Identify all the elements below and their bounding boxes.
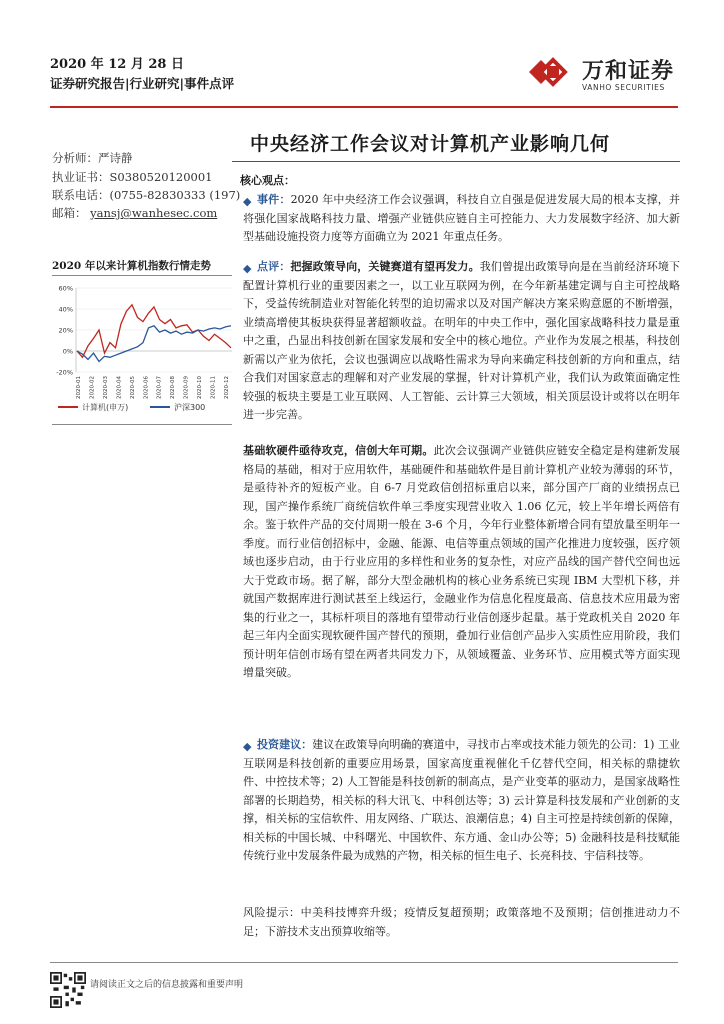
software-bold: 基础软硬件亟待攻克，信创大年可期。 xyxy=(243,444,434,457)
analyst-phone: 联系电话：(0755-82830333 (197) xyxy=(52,188,241,202)
x-tick-label: 2020-05 xyxy=(129,376,136,399)
x-tick-label: 2020-07 xyxy=(156,376,163,399)
logo-mark-icon xyxy=(529,60,565,84)
y-tick-label: 40% xyxy=(58,305,73,314)
software-paragraph xyxy=(243,442,680,683)
x-tick-label: 2020-02 xyxy=(89,376,96,399)
index-trend-chart xyxy=(50,280,236,420)
series-line-hs300 xyxy=(77,326,231,362)
x-tick-label: 2020-08 xyxy=(170,376,177,399)
software-text: 此次会议强调产业链供应链安全稳定是构建新发展格局的基础，相对于应用软件，基础硬件和基础软件是目前计算机产业较为薄弱的环节，是亟待补齐的短板产业。自 6-7 月党政信创招标重启以来，部分国产厂商的业绩拐点已现，国产操作系统厂商统信软件单三季度实现营业收入 1.06 亿元，较上半年增长两倍有余。鉴于软件产品的交付周期一般在 3-6 个月，今年行业整体新增合同有望放量至明年一季度。而行业信创招标中，金融、能源、电信等重点领域的国产化推进力度较强，医疗领域也逐步启动，由于行业应用的多样性和业务的复杂性，对应产品线的国产替代空间也远大于党政市场。据了解，部分大型金融机构的核心业务系统已实现 IBM 大型机下移，并就国产数据库进行测试甚至上线运行，金融业作为信息化程度最高、信息技术应用最为密集的行业之一，其标杆项目的落地有望带动行业信创逐步起量。基于党政机关自 2020 年起三年内全面实现软硬件国产替代的预期，叠加行业信创产品步入实质性应用阶段，我们预计明年信创市场有望在两者共同发力下，从领域覆盖、业务环节、应用模式等方面实现增量突破。 xyxy=(243,444,680,679)
x-tick-label: 2020-10 xyxy=(197,376,204,399)
event-text: 2020 年中央经济工作会议强调，科技自立自强是促进发展大局的根本支撑，并将强化国家战略科技力量、增强产业链供应链自主可控能力、大力发展数字经济、加大新型基础设施投资力度等方面确立为 2021 年重点任务。 xyxy=(243,193,680,243)
report-title: 中央经济工作会议对计算机产业影响几何 xyxy=(250,133,611,155)
logo-text-cn: 万和证券 xyxy=(582,59,675,84)
legend-label: 计算机(申万) xyxy=(82,403,129,412)
x-tick-label: 2020-11 xyxy=(210,376,217,399)
comment-paragraph xyxy=(243,258,680,425)
chart-top-rule xyxy=(52,275,232,276)
report-date: 2020 年 12 月 28 日 xyxy=(50,57,184,72)
bullet-arrow-icon: ◆ xyxy=(243,740,252,753)
header-divider xyxy=(50,106,678,108)
series-line-computer xyxy=(77,305,231,358)
bullet-arrow-icon: ◆ xyxy=(243,262,252,275)
chart-title: 2020 年以来计算机指数行情走势 xyxy=(52,260,211,272)
y-tick-label: -20% xyxy=(56,368,73,377)
event-label: 事件： xyxy=(257,193,291,206)
analyst-email-label: 邮箱： xyxy=(52,206,87,220)
analyst-email-row xyxy=(52,205,217,221)
x-tick-label: 2020-04 xyxy=(116,376,123,399)
comment-label: 点评： xyxy=(257,260,291,273)
advice-text: 建议在政策导向明确的赛道中，寻找市占率或技术能力领先的公司：1) 工业互联网是科技创新的重要应用场景，国家高度重视催化千亿替代空间，相关标的鼎捷软件、中控技术等；2) 人工智能是科技创新的制高点，是产业变革的驱动力，是国家战略性部署的长期趋势，相关标的科大讯飞、中科创达等；3) 云计算是科技发展和产业创新的支撑，相关标的宝信软件、用友网络、广联达、浪潮信息；4) 自主可控是持续创新的保障，相关标的中国长城、中科曙光、中国软件、东方通、金山办公等；5) 金融科技是科技赋能传统行业中发展条件最为成熟的产物，相关标的恒生电子、长亮科技、宇信科技等。 xyxy=(243,738,680,862)
report-category: 证券研究报告|行业研究|事件点评 xyxy=(50,76,235,91)
analyst-name: 分析师：严诗静 xyxy=(52,151,133,165)
analyst-license: 执业证书：S0380520120001 xyxy=(52,170,213,184)
advice-paragraph xyxy=(243,736,680,866)
chart-bottom-rule xyxy=(52,424,232,425)
x-tick-label: 2020-01 xyxy=(76,376,82,399)
footer-divider xyxy=(50,962,678,963)
title-divider xyxy=(232,161,680,162)
analyst-email-link[interactable]: yansj@wanhesec.com xyxy=(90,206,218,220)
x-tick-label: 2020-12 xyxy=(224,376,230,399)
y-tick-label: 60% xyxy=(58,284,73,293)
legend-label: 沪深300 xyxy=(174,403,206,412)
comment-bold: 把握政策导向，关键赛道有望再发力。 xyxy=(290,260,480,273)
y-tick-label: 0% xyxy=(62,347,73,356)
bullet-arrow-icon: ◆ xyxy=(243,195,252,208)
risk-notice: 风险提示：中美科技博弈升级；疫情反复超预期；政策落地不及预期；信创推进动力不足；下游技术支出预算收缩等。 xyxy=(243,906,680,938)
advice-label: 投资建议： xyxy=(257,738,313,751)
qr-code-icon xyxy=(50,972,86,1008)
y-tick-label: 20% xyxy=(58,326,73,335)
comment-text: 我们曾提出政策导向是在当前经济环境下配置计算机行业的重要因素之一，以工业互联网为例，在今年新基建定调与自主可控战略下，受益传统制造业对智能化转型的迫切需求以及对国产解决方案采购意愿的不断增强，业绩高增使其板块获得显著超额收益。在明年的中央工作中，强化国家战略科技力量是重中之重，凸显出科技创新在国家发展和安全中的核心地位。产业作为发展之根基，科技创新需以产业为依托，会议也强调应以战略性需求为导向来确定科技创新的方向和重点，结合我们对国家意志的理解和对产业发展的掌握，针对计算机产业，我们认为政策面确定性较强的板块主要是工业互联网、人工智能、云计算三大领域，相关顶层设计或将以在明年进一步完善。 xyxy=(243,260,680,421)
x-tick-label: 2020-06 xyxy=(143,376,150,399)
disclaimer-text: 请阅读正文之后的信息披露和重要声明 xyxy=(90,980,244,990)
event-paragraph xyxy=(243,191,680,247)
key-points-heading: 核心观点： xyxy=(240,174,295,187)
x-tick-label: 2020-09 xyxy=(183,376,190,399)
logo-text-en: VANHO SECURITIES xyxy=(582,83,665,92)
x-tick-label: 2020-03 xyxy=(102,376,109,399)
